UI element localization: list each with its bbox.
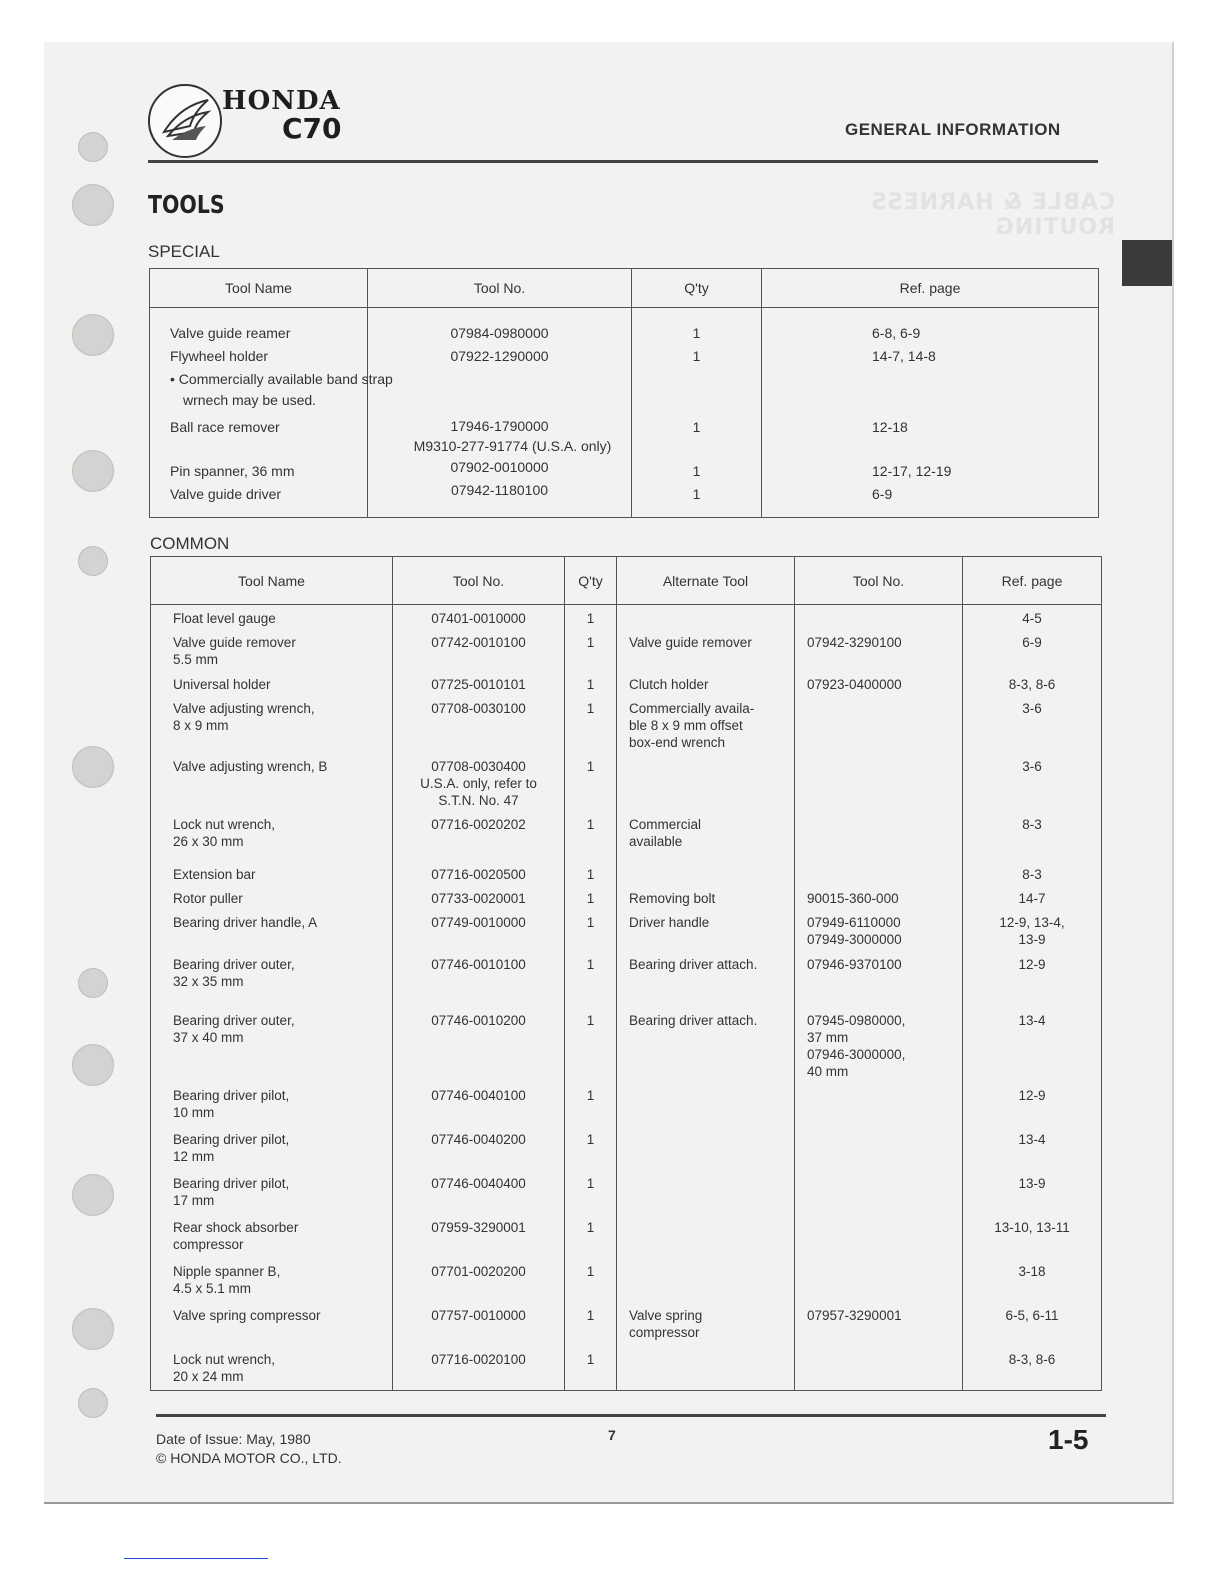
cell-alt-no: 07945-0980000, 37 mm 07946-3000000, 40 mm (795, 1007, 963, 1082)
tool-no-cell (368, 308, 632, 518)
table-row (151, 1082, 1102, 1126)
cell-name: Bearing driver outer, 32 x 35 mm (173, 957, 295, 989)
cell-ref: 6-9 (963, 629, 1102, 671)
cell-qty: 1 (565, 951, 617, 1007)
note-line: wrnech may be used. (183, 392, 317, 408)
cell-alt: Removing bolt (617, 885, 795, 909)
page-title: TOOLS (148, 190, 225, 219)
col-tool-name: Tool Name (150, 269, 368, 308)
cell-alt-no: 90015-360-000 (795, 885, 963, 909)
tool-name: Valve guide reamer (170, 325, 291, 341)
binder-hole (78, 968, 108, 998)
binder-hole (72, 1174, 114, 1216)
cell-ref: 8-3, 8-6 (963, 1346, 1102, 1390)
qty: 1 (692, 486, 701, 502)
cell-alt-no (795, 1346, 963, 1390)
cell-alt (617, 753, 795, 811)
table-row (151, 605, 1102, 630)
footer-rule (156, 1414, 1106, 1417)
cell-ref: 13-9 (963, 1170, 1102, 1214)
cell-alt-no: 07923-0400000 (795, 671, 963, 695)
tool-number: 07922-1290000 (450, 348, 549, 364)
cell-alt-no (795, 605, 963, 630)
tool-name-cell (150, 308, 393, 518)
cell-alt-no: 07957-3290001 (795, 1302, 963, 1346)
cell-name: Valve guide remover 5.5 mm (173, 635, 296, 667)
page-number: 7 (608, 1427, 616, 1443)
cell-ref: 8-3, 8-6 (963, 671, 1102, 695)
tool-name: Pin spanner, 36 mm (170, 463, 295, 479)
model-name: C70 (282, 112, 342, 145)
cell-alt-no (795, 811, 963, 861)
table-row (151, 861, 1102, 885)
binder-hole (78, 1388, 108, 1418)
table-row (151, 1170, 1102, 1214)
cell-name: Bearing driver pilot, 10 mm (173, 1088, 290, 1120)
cell-no: 07716-0020500 (393, 861, 565, 885)
tool-number: 07902-0010000 (450, 459, 549, 475)
table-row (151, 1302, 1102, 1346)
cell-qty: 1 (565, 885, 617, 909)
bleed-through-text: CABLE & HARNESS ROUTING (869, 190, 1115, 240)
cell-alt: Bearing driver attach. (617, 1007, 795, 1082)
cell-no: 07733-0020001 (393, 885, 565, 909)
cell-qty: 1 (565, 1126, 617, 1170)
cell-name: Valve spring compressor (173, 1308, 321, 1323)
ref-page: 14-7, 14-8 (872, 348, 936, 364)
cell-name: Bearing driver outer, 37 x 40 mm (173, 1013, 295, 1045)
cell-alt: Commercial available (617, 811, 795, 861)
cell-qty: 1 (565, 605, 617, 630)
cell-ref: 3-18 (963, 1258, 1102, 1302)
cell-no: 07749-0010000 (393, 909, 565, 951)
col-qty: Q'ty (565, 557, 617, 605)
cell-alt-no: 07946-9370100 (795, 951, 963, 1007)
binder-hole (72, 450, 114, 492)
table-row (151, 671, 1102, 695)
cell-name: Nipple spanner B, 4.5 x 5.1 mm (173, 1264, 281, 1296)
cell-name: Extension bar (173, 867, 256, 882)
cell-ref: 4-5 (963, 605, 1102, 630)
binder-hole (72, 314, 114, 356)
cell-ref: 12-9, 13-4, 13-9 (963, 909, 1102, 951)
section-title: GENERAL INFORMATION (845, 120, 1061, 139)
cell-qty: 1 (565, 1082, 617, 1126)
qty: 1 (692, 419, 701, 435)
col-tool-no: Tool No. (368, 269, 632, 308)
table-row (151, 885, 1102, 909)
cell-no: 07708-0030100 (393, 695, 565, 753)
cell-alt (617, 1346, 795, 1390)
common-label: COMMON (150, 534, 230, 553)
cell-qty: 1 (565, 1258, 617, 1302)
cell-no: 07746-0010200 (393, 1007, 565, 1082)
header-rule (148, 160, 1098, 163)
cell-alt (617, 1214, 795, 1258)
cell-ref: 6-5, 6-11 (963, 1302, 1102, 1346)
tool-name: Ball race remover (170, 419, 280, 435)
cell-no: 07959-3290001 (393, 1214, 565, 1258)
cell-qty: 1 (565, 1007, 617, 1082)
cell-no: 07746-0040200 (393, 1126, 565, 1170)
cell-ref: 12-9 (963, 1082, 1102, 1126)
issue-date: Date of Issue: May, 1980 (156, 1431, 311, 1447)
cell-qty: 1 (565, 1214, 617, 1258)
cell-name: Bearing driver handle, A (173, 915, 318, 930)
cell-ref: 14-7 (963, 885, 1102, 909)
cell-name: Valve adjusting wrench, 8 x 9 mm (173, 701, 315, 733)
cell-alt-no: 07949-6110000 07949-3000000 (795, 909, 963, 951)
cell-qty: 1 (565, 811, 617, 861)
qty: 1 (692, 463, 701, 479)
cell-no: 07716-0020202 (393, 811, 565, 861)
copyright: © HONDA MOTOR CO., LTD. (156, 1450, 342, 1466)
brand-name: HONDA (222, 86, 341, 116)
cell-ref: 8-3 (963, 811, 1102, 861)
cell-alt: Commercially availa- ble 8 x 9 mm offset box-end wrench (617, 695, 795, 753)
ref-page: 6-9 (872, 486, 893, 502)
cell-qty: 1 (565, 1346, 617, 1390)
cell-alt (617, 605, 795, 630)
cell-alt-no (795, 861, 963, 885)
binder-hole (72, 1308, 114, 1350)
honda-wing-logo (148, 84, 222, 158)
cell-ref: 8-3 (963, 861, 1102, 885)
table-row (151, 1214, 1102, 1258)
cell-ref: 13-4 (963, 1126, 1102, 1170)
cell-qty: 1 (565, 753, 617, 811)
cell-alt: Driver handle (617, 909, 795, 951)
table-row (151, 811, 1102, 861)
tool-number: 17946-1790000 (450, 418, 549, 434)
table-row (151, 1346, 1102, 1390)
table-row (151, 695, 1102, 753)
col-ref-page: Ref. page (762, 269, 1099, 308)
qty-cell (632, 308, 762, 518)
section-edge-tab (1122, 240, 1172, 286)
cell-no: 07708-0030400 U.S.A. only, refer to S.T.N. No. 47 (393, 753, 565, 811)
col-alternate-tool: Alternate Tool (617, 557, 795, 605)
cell-no: 07757-0010000 (393, 1302, 565, 1346)
table-header-row (150, 269, 1099, 308)
hyperlink-underline (124, 1558, 268, 1559)
cell-alt (617, 1258, 795, 1302)
cell-no: 07716-0020100 (393, 1346, 565, 1390)
tool-note (170, 368, 393, 414)
ref-page-cell (762, 308, 1099, 518)
cell-name: Bearing driver pilot, 12 mm (173, 1132, 290, 1164)
cell-name: Universal holder (173, 677, 271, 692)
cell-alt-no (795, 1258, 963, 1302)
binder-hole (78, 132, 108, 162)
cell-alt-no (795, 695, 963, 753)
cell-no: 07401-0010000 (393, 605, 565, 630)
cell-no: 07725-0010101 (393, 671, 565, 695)
table-row (151, 909, 1102, 951)
cell-alt (617, 861, 795, 885)
table-row (151, 951, 1102, 1007)
ref-page: 6-8, 6-9 (872, 325, 921, 341)
cell-alt-no (795, 1214, 963, 1258)
cell-alt: Valve spring compressor (617, 1302, 795, 1346)
qty: 1 (692, 348, 701, 364)
table-row (151, 753, 1102, 811)
cell-alt: Clutch holder (617, 671, 795, 695)
footer-issue-info (156, 1430, 342, 1468)
cell-qty: 1 (565, 671, 617, 695)
cell-qty: 1 (565, 1302, 617, 1346)
special-tools-table (149, 268, 1099, 518)
cell-ref: 13-4 (963, 1007, 1102, 1082)
cell-alt-no (795, 1082, 963, 1126)
binder-hole (72, 746, 114, 788)
cell-alt: Valve guide remover (617, 629, 795, 671)
cell-qty: 1 (565, 909, 617, 951)
cell-alt (617, 1170, 795, 1214)
table-header-row (151, 557, 1102, 605)
cell-no: 07746-0010100 (393, 951, 565, 1007)
cell-name: Lock nut wrench, 26 x 30 mm (173, 817, 276, 849)
tool-number-alt: M9310-277-91774 (U.S.A. only) (413, 438, 612, 454)
note-line: • Commercially available band strap (170, 371, 393, 387)
table-row (151, 1258, 1102, 1302)
col-qty: Q'ty (632, 269, 762, 308)
cell-alt-no (795, 753, 963, 811)
cell-name: Rotor puller (173, 891, 243, 906)
cell-alt-no (795, 1170, 963, 1214)
cell-name: Lock nut wrench, 20 x 24 mm (173, 1352, 276, 1384)
cell-alt (617, 1082, 795, 1126)
special-label: SPECIAL (148, 242, 220, 261)
cell-alt-no: 07942-3290100 (795, 629, 963, 671)
cell-alt: Bearing driver attach. (617, 951, 795, 1007)
col-tool-name: Tool Name (151, 557, 393, 605)
table-row (151, 1126, 1102, 1170)
cell-name: Float level gauge (173, 611, 276, 626)
cell-no: 07742-0010100 (393, 629, 565, 671)
cell-name: Bearing driver pilot, 17 mm (173, 1176, 290, 1208)
cell-ref: 3-6 (963, 695, 1102, 753)
tool-name: Flywheel holder (170, 348, 269, 364)
binder-hole (78, 546, 108, 576)
col-ref-page: Ref. page (963, 557, 1102, 605)
tool-number: 07984-0980000 (450, 325, 549, 341)
ref-page: 12-18 (872, 419, 908, 435)
cell-qty: 1 (565, 861, 617, 885)
cell-qty: 1 (565, 1170, 617, 1214)
cell-qty: 1 (565, 629, 617, 671)
table-row (151, 1007, 1102, 1082)
section-page-number: 1-5 (1048, 1424, 1089, 1455)
common-tools-table (150, 556, 1102, 1391)
col-alt-tool-no: Tool No. (795, 557, 963, 605)
cell-qty: 1 (565, 695, 617, 753)
cell-name: Rear shock absorber compressor (173, 1220, 299, 1252)
cell-no: 07746-0040400 (393, 1170, 565, 1214)
qty: 1 (692, 325, 701, 341)
ref-page: 12-17, 12-19 (872, 463, 952, 479)
cell-no: 07746-0040100 (393, 1082, 565, 1126)
tool-number: 07942-1180100 (450, 482, 549, 498)
tool-name: Valve guide driver (170, 486, 282, 502)
cell-alt (617, 1126, 795, 1170)
col-tool-no: Tool No. (393, 557, 565, 605)
binder-hole (72, 1044, 114, 1086)
cell-name: Valve adjusting wrench, B (173, 759, 328, 774)
cell-ref: 12-9 (963, 951, 1102, 1007)
cell-ref: 3-6 (963, 753, 1102, 811)
cell-alt-no (795, 1126, 963, 1170)
cell-ref: 13-10, 13-11 (963, 1214, 1102, 1258)
cell-no: 07701-0020200 (393, 1258, 565, 1302)
binder-hole (72, 184, 114, 226)
table-row (151, 629, 1102, 671)
